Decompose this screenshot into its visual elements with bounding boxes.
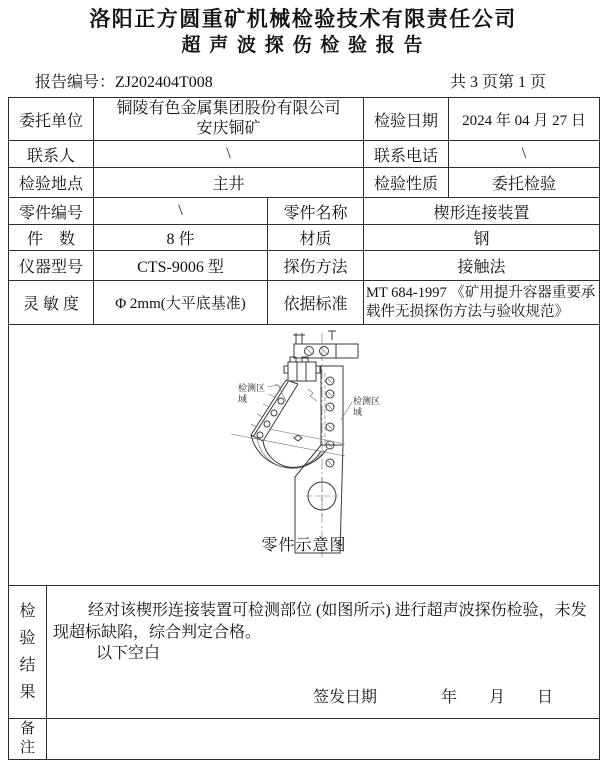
sensitivity-label: 灵 敏 度	[9, 281, 94, 324]
table-row	[9, 251, 599, 281]
client-value-line2: 安庆铜矿	[196, 120, 261, 137]
contact-value: \	[94, 141, 364, 167]
result-content	[47, 586, 599, 718]
company-title: 洛阳正方圆重矿机械检验技术有限责任公司	[89, 7, 517, 31]
material-label: 材质	[268, 225, 364, 250]
report-number-label: 报告编号：	[35, 74, 116, 91]
report-number	[35, 73, 213, 93]
part-no-value: \	[94, 198, 268, 224]
table-row	[9, 98, 599, 141]
table-row	[9, 281, 599, 325]
location-value: 主井	[94, 168, 364, 197]
material-value: 钢	[473, 231, 490, 248]
nature-label: 检验性质	[364, 168, 449, 197]
zone-label-right-line1: 检测区	[353, 396, 381, 406]
quantity-label: 件 数	[9, 225, 94, 250]
contact-label: 联系人	[9, 141, 94, 167]
date-value: 2024 年 04 月 27 日	[462, 112, 586, 129]
standard-label: 依据标准	[268, 281, 364, 324]
table-row	[9, 168, 599, 198]
client-label: 委托单位	[9, 98, 94, 140]
table-row	[9, 225, 599, 251]
report-table	[8, 97, 600, 760]
method-value: 接触法	[457, 259, 506, 276]
result-label-cell	[9, 586, 47, 718]
zone-label-right-line2: 域	[353, 407, 363, 417]
part-name-label: 零件名称	[268, 198, 364, 224]
phone-value: \	[521, 145, 527, 162]
remark-label-cell	[9, 719, 47, 759]
zone-label-left-line2: 域	[238, 394, 248, 404]
table-row	[9, 141, 599, 168]
result-label: 检验结果	[19, 603, 36, 701]
client-value	[94, 98, 364, 140]
report-number-value: ZJ202404T008	[115, 74, 213, 91]
standard-value: MT 684-1997 《矿用提升容器重要承载件无损探伤方法与验收规范》	[366, 284, 596, 320]
phone-label: 联系电话	[364, 141, 449, 167]
zone-label-left-line1: 检测区	[238, 383, 266, 393]
result-row	[9, 586, 599, 719]
location-label: 检验地点	[9, 168, 94, 197]
part-no-label: 零件编号	[9, 198, 94, 224]
page-info: 共 3 页第 1 页	[449, 74, 546, 91]
remark-content	[47, 719, 599, 759]
result-text: 经对该楔形连接装置可检测部位 (如图所示) 进行超声波探伤检验，未发现超标缺陷，综合判定合格。	[53, 602, 587, 641]
instrument-label: 仪器型号	[9, 251, 94, 280]
quantity-value: 8 件	[94, 225, 268, 250]
nature-value: 委托检验	[491, 176, 556, 193]
table-row	[9, 198, 599, 225]
sensitivity-value: Φ 2mm(大平底基准)	[94, 281, 268, 324]
remark-row	[9, 719, 599, 759]
date-label: 检验日期	[364, 98, 449, 140]
diagram-caption: 零件示意图	[261, 537, 347, 554]
blank-note: 以下空白	[96, 645, 161, 662]
method-label: 探伤方法	[268, 251, 364, 280]
part-diagram-cell	[9, 325, 599, 585]
diagram-row	[9, 325, 599, 586]
meta-row	[35, 73, 546, 93]
sign-date-line: 签发日期 年 月 日	[313, 689, 554, 706]
remark-label: 备注	[19, 721, 35, 756]
instrument-value: CTS-9006 型	[94, 251, 268, 280]
part-name-value: 楔形连接装置	[433, 204, 530, 222]
client-value-line1: 铜陵有色金属集团股份有限公司	[116, 100, 341, 117]
report-title: 超 声 波 探 伤 检 验 报 告	[181, 35, 425, 56]
